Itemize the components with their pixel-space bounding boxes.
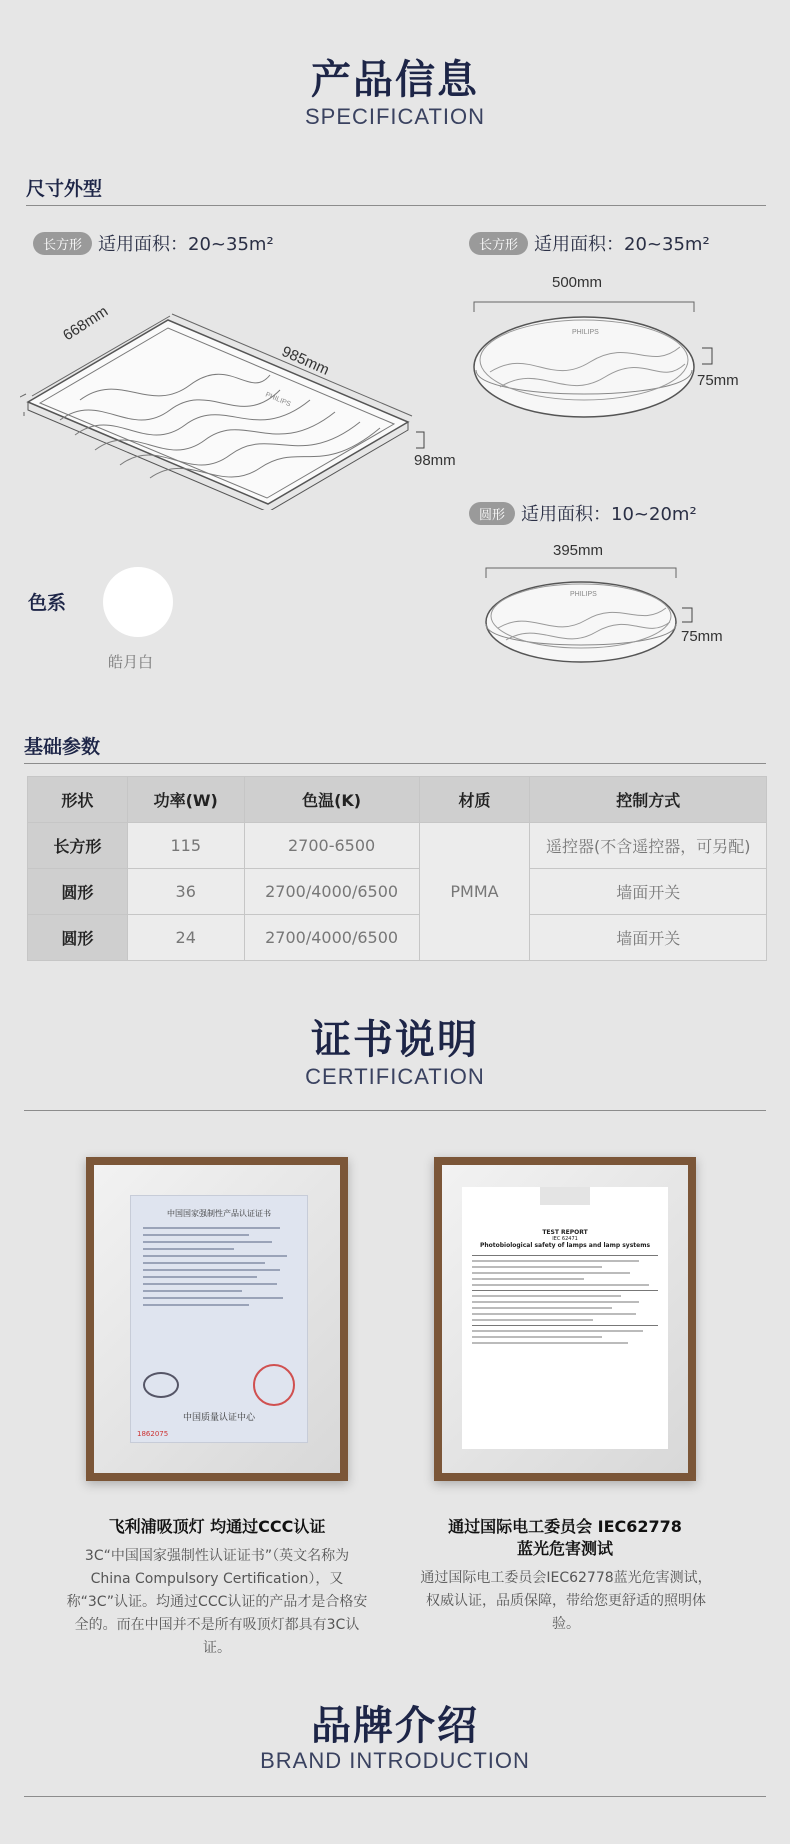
params-table <box>27 776 767 961</box>
cert-title-cn: 证书说明 <box>311 1017 479 1063</box>
row-temp: 2700-6500 <box>244 823 419 869</box>
size-section-title: 尺寸外型 <box>26 178 103 200</box>
params-table-header <box>28 777 767 823</box>
iec-doc-subtitle: Photobiological safety of lamps and lamp systems <box>479 1242 651 1249</box>
cert-right-title: 通过国际电工委员会 IEC62778 蓝光危害测试 <box>448 1517 682 1558</box>
row-temp: 2700/4000/6500 <box>244 915 419 961</box>
iec-doc-heading: TEST REPORT <box>542 1229 588 1236</box>
rect-right-tag: 长方形 <box>469 232 528 255</box>
color-section-title: 色系 <box>28 592 67 614</box>
round-lamp-illustration <box>480 560 730 680</box>
header-material: 材质 <box>419 777 530 823</box>
iec-report-document <box>462 1187 668 1449</box>
rect-dim-width: 668mm <box>60 302 112 345</box>
row-power: 36 <box>127 869 244 915</box>
cert-left-title: 飞利浦吸顶灯 均通过CCC认证 <box>108 1517 326 1536</box>
ccc-logo-icon <box>143 1372 179 1398</box>
round-brand-mark: PHILIPS <box>570 591 597 598</box>
rect-right-area-row <box>469 230 710 256</box>
table-row <box>28 869 767 915</box>
header-shape: 形状 <box>28 777 128 823</box>
brand-title-en: BRAND INTRODUCTION <box>260 1748 530 1773</box>
rect-right-dim-height: 75mm <box>697 372 739 389</box>
row-shape: 圆形 <box>28 915 128 961</box>
spec-title-cn: 产品信息 <box>311 57 479 103</box>
ccc-certificate-frame <box>86 1157 348 1481</box>
rect-dim-height: 98mm <box>414 452 456 469</box>
rect-left-tag: 长方形 <box>33 232 92 255</box>
round-area-row <box>469 500 697 526</box>
color-swatch-label: 皓月白 <box>108 653 154 671</box>
red-seal-icon <box>253 1364 295 1406</box>
oval-lamp-large-illustration <box>470 292 740 432</box>
row-power: 24 <box>127 915 244 961</box>
row-shape: 圆形 <box>28 869 128 915</box>
cert-rule <box>24 1110 766 1111</box>
rect-right-area: 适用面积：20~35m² <box>534 234 710 255</box>
header-power: 功率(W) <box>127 777 244 823</box>
row-material: PMMA <box>419 823 530 961</box>
row-control: 墙面开关 <box>530 915 767 961</box>
rect-right-dim-diameter: 500mm <box>552 274 603 291</box>
rect-dim-length: 985mm <box>279 343 332 379</box>
header-control: 控制方式 <box>530 777 767 823</box>
rect-brand-mark: PHILIPS <box>264 391 292 409</box>
row-temp: 2700/4000/6500 <box>244 869 419 915</box>
table-row <box>28 915 767 961</box>
table-row <box>28 823 767 869</box>
brand-title-cn: 品牌介绍 <box>311 1703 479 1749</box>
row-shape: 长方形 <box>28 823 128 869</box>
round-dim-height: 75mm <box>681 628 723 645</box>
brand-rule <box>24 1796 766 1797</box>
round-dim-diameter: 395mm <box>553 542 604 559</box>
ccc-certificate-document <box>130 1195 308 1443</box>
row-control: 墙面开关 <box>530 869 767 915</box>
ccc-doc-org: 中国质量认证中心 <box>182 1413 255 1423</box>
round-area: 适用面积：10~20m² <box>521 504 697 525</box>
cert-left-text: 3C“中国国家强制性认证证书”（英文名称为China Compulsory Certification），又称“3C”认证。均通过CCC认证的产品才是合格安全的。而在中国并不是所有吸顶灯都具有3C认证。 <box>66 1548 368 1656</box>
row-control: 遥控器(不含遥控器，可另配) <box>530 823 767 869</box>
ccc-doc-heading: 中国国家强制性产品认证证书 <box>167 1209 271 1218</box>
ccc-doc-serial: 1862075 <box>137 1430 169 1438</box>
size-section-rule <box>26 205 766 206</box>
cert-right-text: 通过国际电工委员会IEC62778蓝光危害测试，权威认证，品质保障，带给您更舒适的照明体验。 <box>420 1570 712 1632</box>
round-tag: 圆形 <box>469 502 515 525</box>
params-section-rule <box>24 763 766 764</box>
color-swatch <box>103 567 173 637</box>
row-power: 115 <box>127 823 244 869</box>
rect-left-area: 适用面积：20~35m² <box>98 234 274 255</box>
params-section-title: 基础参数 <box>24 736 101 758</box>
rect-left-area-row <box>33 230 274 256</box>
cert-title-en: CERTIFICATION <box>305 1064 485 1089</box>
oval-large-brand-mark: PHILIPS <box>572 329 599 336</box>
iec-report-frame <box>434 1157 696 1481</box>
iec-doc-standard: IEC 62471 <box>552 1236 578 1242</box>
spec-title-en: SPECIFICATION <box>304 104 486 129</box>
header-temp: 色温(K) <box>244 777 419 823</box>
